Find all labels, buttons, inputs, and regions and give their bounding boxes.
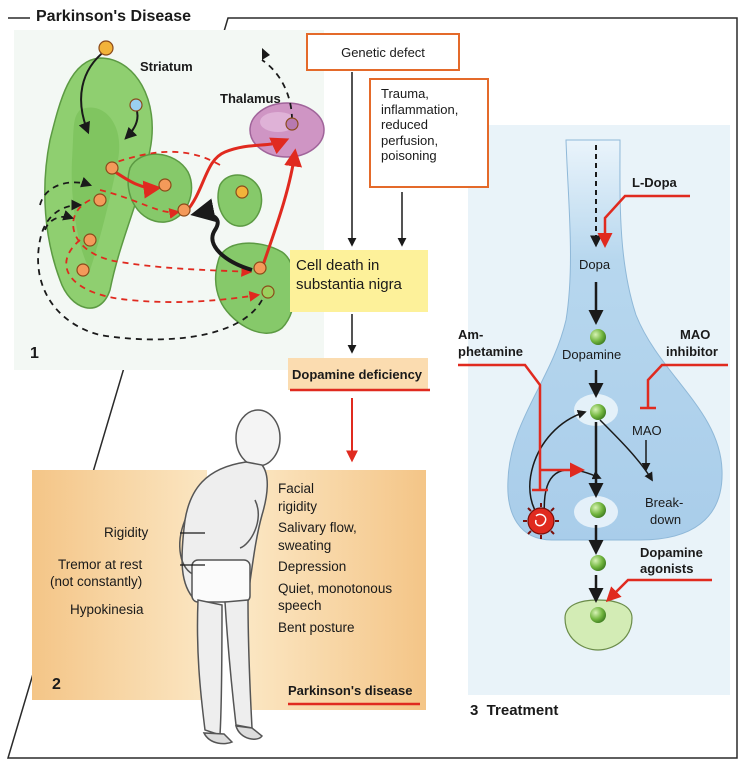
symptom-rigidity: Rigidity: [104, 525, 149, 540]
cause-line: Trauma,: [381, 86, 429, 101]
cortex-neuron-dot: [99, 41, 113, 55]
symptom-line: Salivary flow,: [278, 520, 357, 536]
figure-title: Parkinson's Disease: [36, 8, 191, 25]
treatment-panel-label: 3 Treatment: [470, 702, 559, 719]
ldopa-label: L-Dopa: [632, 175, 677, 190]
genetic-defect-box: [306, 33, 460, 71]
symptom-line: Bent posture: [278, 619, 355, 635]
cause-line: reduced: [381, 117, 428, 133]
symptom-line: speech: [278, 598, 322, 614]
genetic-defect-text: Genetic defect: [341, 45, 425, 60]
striatum-label: Striatum: [140, 59, 193, 74]
symptoms-right-list: [278, 480, 423, 636]
pallidus-internal-shape: [218, 175, 262, 226]
causes-box: [369, 78, 489, 188]
symptom-line: Depression: [278, 559, 347, 575]
cause-line: poisoning: [381, 148, 437, 164]
cell-death-box: [290, 250, 428, 312]
mao-inhibitor-label-1: MAO: [680, 327, 711, 342]
cause-line: perfusion,: [381, 132, 439, 148]
cell-death-line: substantia nigra: [296, 275, 402, 293]
symptom-tremor: Tremor at rest: [58, 557, 143, 572]
breakdown-label-1: Break-: [645, 495, 684, 510]
mao-inhibitor-label-2: inhibitor: [666, 344, 718, 359]
breakdown-label-2: down: [650, 512, 682, 527]
dopa-label: Dopa: [579, 257, 611, 272]
dopamine-label: Dopamine: [562, 347, 622, 362]
symptom-line: Quiet, monotonous: [278, 580, 393, 596]
parkinsons-disease-label: Parkinson's disease: [288, 683, 413, 698]
input-neuron-blue: [130, 99, 142, 111]
amphetamine-label-1: Am-: [458, 327, 484, 342]
cell-death-line: Cell death in: [296, 257, 380, 274]
thalamus-label: Thalamus: [220, 91, 281, 106]
dopamine-agonists-label-2: agonists: [640, 561, 694, 576]
dopamine-deficiency-label: Dopamine deficiency: [292, 367, 423, 382]
amphetamine-label-2: phetamine: [458, 344, 524, 359]
transporter-icon: [523, 503, 559, 539]
symptom-hypokinesia: Hypokinesia: [70, 602, 144, 617]
symptom-line: rigidity: [278, 498, 318, 514]
cause-line: inflammation,: [381, 101, 459, 117]
symptom-line: sweating: [278, 537, 332, 553]
dopamine-agonists-label-1: Dopamine: [640, 545, 703, 560]
symptom-line: Facial: [278, 481, 315, 496]
symptom-tremor-note: (not constantly): [50, 574, 143, 589]
panel1-number: 1: [30, 345, 39, 362]
panel2-number: 2: [52, 676, 61, 693]
mao-label: MAO: [632, 423, 662, 438]
